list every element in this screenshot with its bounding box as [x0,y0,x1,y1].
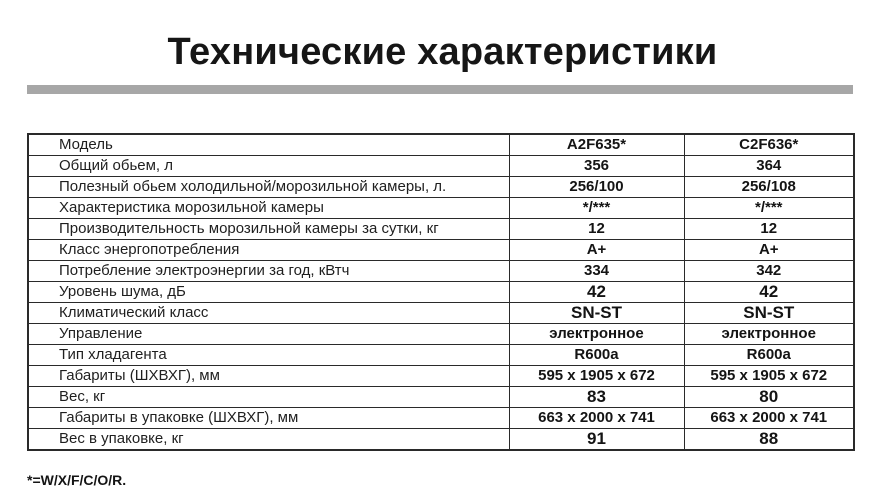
row-label: Производительность морозильной камеры за сутки, кг [28,219,509,240]
model-a-header: A2F635* [509,134,684,156]
header-label-cell: Модель [28,134,509,156]
specifications-table [27,133,855,451]
table-row [28,429,854,451]
table-row [28,177,854,198]
model-b-value: A+ [684,240,854,261]
row-label: Класс энергопотребления [28,240,509,261]
title-divider [27,85,853,94]
model-a-value: электронное [509,324,684,345]
model-b-value: 342 [684,261,854,282]
table-row [28,408,854,429]
model-b-value: 42 [684,282,854,303]
page-title: Технические характеристики [167,31,718,73]
model-b-value: */*** [684,198,854,219]
row-label: Общий обьем, л [28,156,509,177]
row-label: Тип хладагента [28,345,509,366]
model-b-value: 80 [684,387,854,408]
table-header-row [28,134,854,156]
table-row [28,219,854,240]
model-a-value: 12 [509,219,684,240]
table-row [28,156,854,177]
row-label: Габариты (ШХВХГ), мм [28,366,509,387]
model-a-value: 663 x 2000 x 741 [509,408,684,429]
table-row [28,282,854,303]
table-row [28,240,854,261]
model-a-value: 334 [509,261,684,282]
model-a-value: 83 [509,387,684,408]
model-b-value: R600a [684,345,854,366]
model-a-value: 42 [509,282,684,303]
model-b-value: 364 [684,156,854,177]
model-a-value: SN-ST [509,303,684,324]
model-a-value: 595 x 1905 x 672 [509,366,684,387]
row-label: Потребление электроэнергии за год, кВтч [28,261,509,282]
model-a-value: 256/100 [509,177,684,198]
model-b-header: C2F636* [684,134,854,156]
model-a-value: 91 [509,429,684,451]
table-row [28,345,854,366]
model-b-value: 88 [684,429,854,451]
row-label: Уровень шума, дБ [28,282,509,303]
row-label: Полезный обьем холодильной/морозильной камеры, л. [28,177,509,198]
table-row [28,366,854,387]
model-a-value: A+ [509,240,684,261]
model-b-value: 663 x 2000 x 741 [684,408,854,429]
table-row [28,387,854,408]
model-b-value: электронное [684,324,854,345]
model-b-value: 12 [684,219,854,240]
model-a-value: 356 [509,156,684,177]
row-label: Управление [28,324,509,345]
table-row [28,324,854,345]
row-label: Характеристика морозильной камеры [28,198,509,219]
footnote: *=W/X/F/C/O/R. [27,472,127,488]
row-label: Габариты в упаковке (ШХВХГ), мм [28,408,509,429]
row-label: Климатический класс [28,303,509,324]
model-b-value: 256/108 [684,177,854,198]
row-label: Вес, кг [28,387,509,408]
table-row [28,261,854,282]
table-row [28,303,854,324]
table-row [28,198,854,219]
model-a-value: R600a [509,345,684,366]
model-b-value: 595 x 1905 x 672 [684,366,854,387]
row-label: Вес в упаковке, кг [28,429,509,451]
model-a-value: */*** [509,198,684,219]
model-b-value: SN-ST [684,303,854,324]
